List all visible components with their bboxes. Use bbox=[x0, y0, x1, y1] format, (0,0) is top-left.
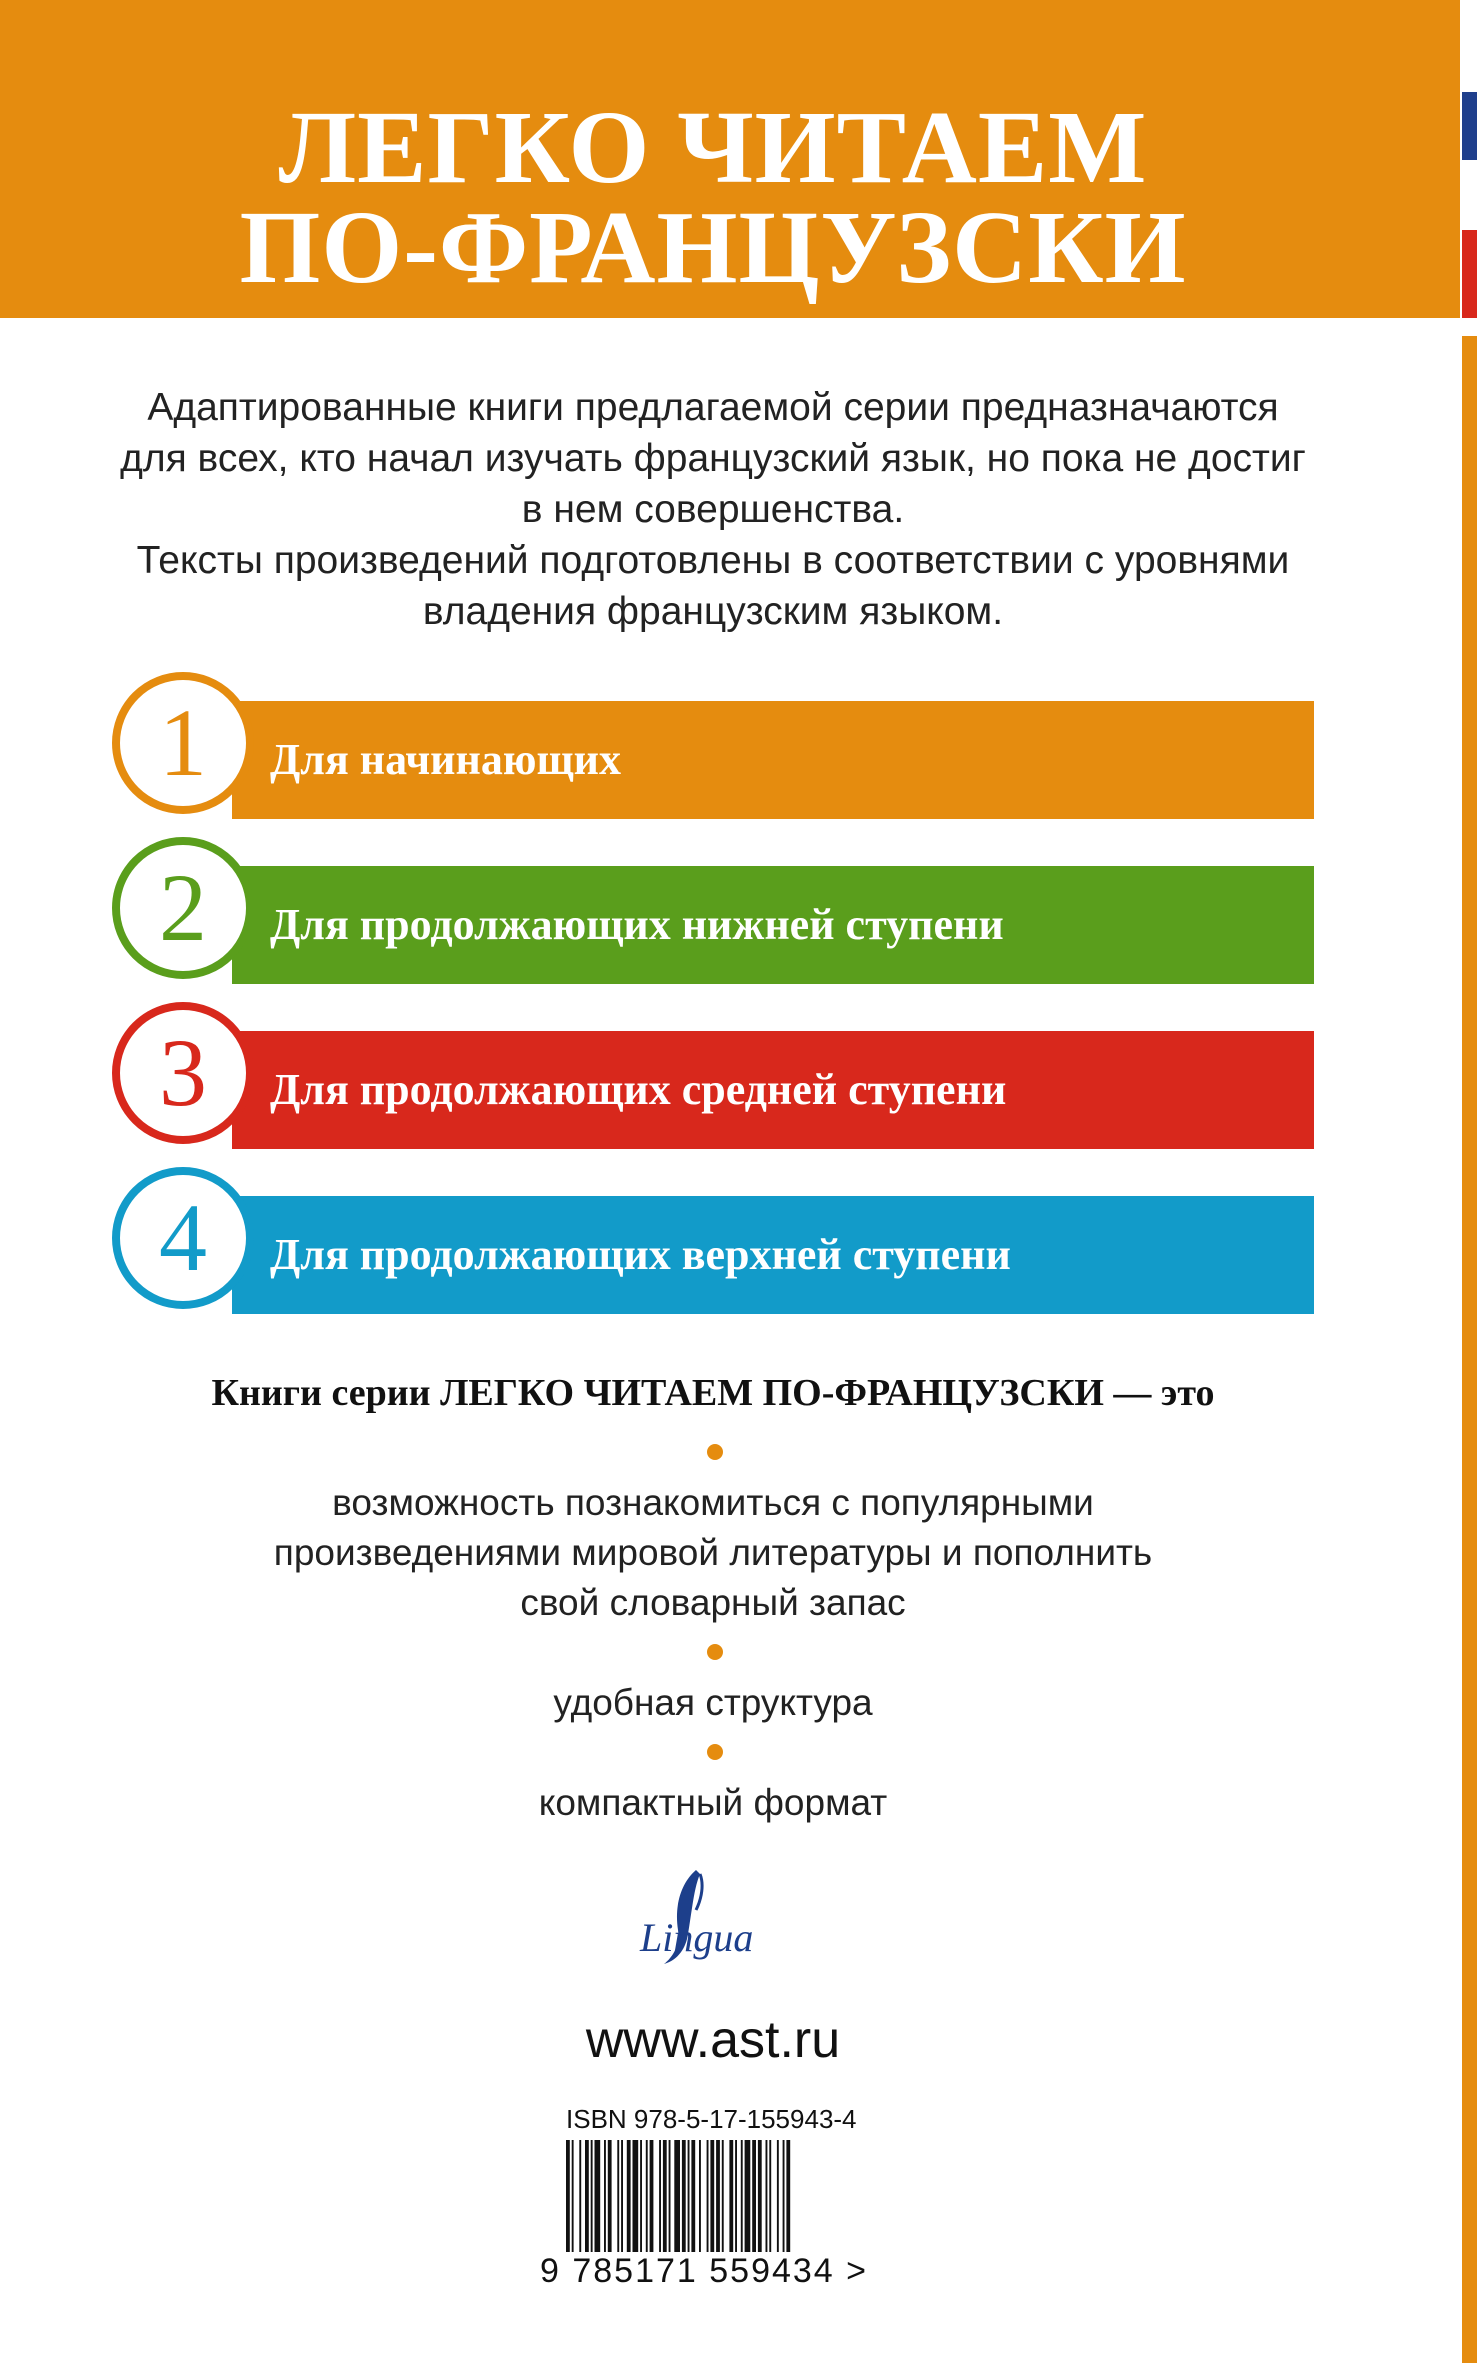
feature-line: компактный формат bbox=[538, 1782, 888, 1823]
barcode-bar bbox=[633, 2140, 639, 2252]
barcode-bar bbox=[735, 2140, 737, 2252]
feature-item-1 bbox=[60, 1478, 1366, 1628]
level-number: 2 bbox=[159, 854, 207, 961]
bullet-dot bbox=[707, 1644, 723, 1660]
barcode-bar bbox=[646, 2140, 648, 2252]
level-1 bbox=[112, 672, 1314, 820]
feature-line: произведениями мировой литературы и пополнить bbox=[273, 1532, 1153, 1573]
barcode-bar bbox=[669, 2140, 671, 2252]
barcode-bar bbox=[741, 2140, 743, 2252]
barcode-bar bbox=[585, 2140, 589, 2252]
intro-line: владения французским языком. bbox=[422, 590, 1004, 633]
barcode-bar bbox=[729, 2140, 733, 2252]
french-flag-red-stripe bbox=[1462, 230, 1477, 318]
barcode-digits: 9 785171 559434 > bbox=[540, 2252, 869, 2290]
level-label: Для продолжающих средней ступени bbox=[270, 1065, 1007, 1114]
isbn-label: ISBN 978-5-17-155943-4 bbox=[566, 2104, 857, 2134]
barcode-bar bbox=[769, 2140, 771, 2252]
level-number-badge bbox=[112, 1167, 254, 1309]
bullet-dot bbox=[707, 1444, 723, 1460]
series-title-line1: ЛЕГКО ЧИТАЕМ bbox=[278, 90, 1148, 205]
level-3 bbox=[112, 1002, 1314, 1150]
series-heading: Книги серии ЛЕГКО ЧИТАЕМ ПО-ФРАНЦУЗСКИ — это bbox=[211, 1372, 1215, 1414]
intro-line: для всех, кто начал изучать французский язык, но пока не достиг bbox=[120, 437, 1306, 480]
intro-paragraph-2 bbox=[60, 535, 1366, 637]
feature-line: возможность познакомиться с популярными bbox=[332, 1482, 1094, 1523]
intro-paragraph-1 bbox=[60, 382, 1366, 535]
intro-line: Адаптированные книги предлагаемой серии предназначаются bbox=[147, 386, 1279, 429]
level-number-badge bbox=[112, 1002, 254, 1144]
publisher-website[interactable]: www.ast.ru bbox=[585, 2011, 841, 2069]
bullet-dot bbox=[707, 1744, 723, 1760]
level-label: Для начинающих bbox=[270, 735, 621, 784]
series-title-line2: ПО-ФРАНЦУЗСКИ bbox=[239, 190, 1187, 305]
feature-line: удобная структура bbox=[553, 1682, 873, 1723]
intro-line: в нем совершенства. bbox=[521, 488, 905, 531]
level-number: 3 bbox=[159, 1019, 207, 1126]
level-number: 4 bbox=[159, 1184, 207, 1291]
barcode-bar bbox=[566, 2140, 570, 2252]
level-number: 1 bbox=[159, 689, 207, 796]
feature-line: свой словарный запас bbox=[520, 1582, 906, 1623]
level-label: Для продолжающих нижней ступени bbox=[270, 900, 1004, 949]
level-2 bbox=[112, 837, 1314, 985]
barcode-bar bbox=[783, 2140, 785, 2252]
level-number-badge bbox=[112, 672, 254, 814]
level-4 bbox=[112, 1167, 1314, 1315]
feature-item-3 bbox=[60, 1778, 1366, 1828]
lingua-logo bbox=[634, 1864, 794, 1984]
barcode-bar bbox=[640, 2140, 642, 2252]
logo-text: Lingua bbox=[640, 1915, 754, 1960]
barcode bbox=[566, 2140, 866, 2252]
barcode-bar bbox=[608, 2140, 612, 2252]
barcode-bar bbox=[627, 2140, 631, 2252]
intro-line: Тексты произведений подготовлены в соответствии с уровнями bbox=[136, 539, 1290, 582]
barcode-bar bbox=[691, 2140, 695, 2252]
barcode-bar bbox=[604, 2140, 606, 2252]
barcode-bar bbox=[716, 2140, 720, 2252]
barcode-bar bbox=[710, 2140, 714, 2252]
barcode-bar bbox=[682, 2140, 686, 2252]
barcode-bar bbox=[621, 2140, 623, 2252]
barcode-bar bbox=[777, 2140, 779, 2252]
barcode-bar bbox=[688, 2140, 690, 2252]
barcode-bar bbox=[572, 2140, 574, 2252]
level-number-badge bbox=[112, 837, 254, 979]
barcode-bar bbox=[591, 2140, 593, 2252]
barcode-bar bbox=[786, 2140, 790, 2252]
barcode-bar bbox=[707, 2140, 709, 2252]
barcode-bar bbox=[745, 2140, 751, 2252]
barcode-bar bbox=[758, 2140, 762, 2252]
barcode-bar bbox=[659, 2140, 661, 2252]
barcode-bar bbox=[766, 2140, 768, 2252]
barcode-bar bbox=[663, 2140, 667, 2252]
barcode-bar bbox=[579, 2140, 581, 2252]
feature-item-2 bbox=[60, 1678, 1366, 1728]
barcode-bar bbox=[617, 2140, 619, 2252]
barcode-bar bbox=[650, 2140, 654, 2252]
level-label: Для продолжающих верхней ступени bbox=[270, 1230, 1011, 1279]
barcode-bar bbox=[674, 2140, 680, 2252]
french-flag-blue-stripe bbox=[1462, 92, 1477, 160]
barcode-bar bbox=[699, 2140, 701, 2252]
barcode-bar bbox=[595, 2140, 601, 2252]
title-banner bbox=[0, 0, 1460, 318]
barcode-bar bbox=[752, 2140, 756, 2252]
barcode-bar bbox=[722, 2140, 724, 2252]
french-flag-white-stripe bbox=[1462, 160, 1477, 230]
spine-edge bbox=[1462, 336, 1477, 2363]
